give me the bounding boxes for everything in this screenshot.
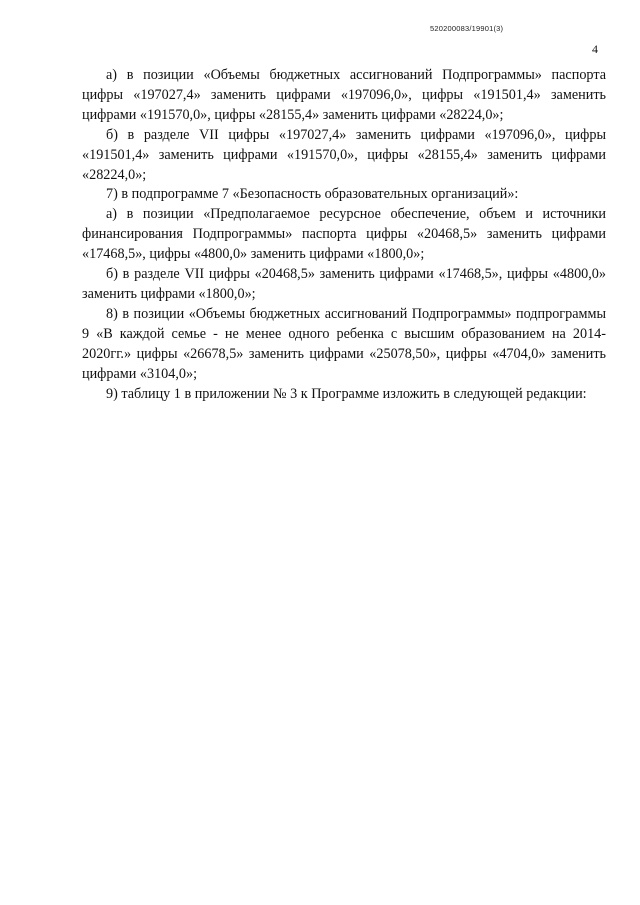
paragraph-9-table-1: 9) таблицу 1 в приложении № 3 к Программе изложить в следующей редакции:: [106, 385, 587, 402]
paragraph-7-subprogram-7: 7) в подпрограмме 7 «Безопасность образовательных организаций»:: [106, 186, 519, 203]
document-body: [82, 66, 606, 404]
page-number: 4: [592, 42, 598, 56]
paragraph-7b-section-vii: б) в разделе VII цифры «20468,5» заменить цифрами «17468,5», цифры «4800,0» заменить цифрами «1800,0»;: [82, 266, 606, 302]
paragraph-6b-section-vii: б) в разделе VII цифры «197027,4» заменить цифрами «197096,0», цифры «191501,4» заменить цифрами «191570,0», цифры «28155,4» заменить цифрами «28224,0»;: [82, 126, 606, 183]
paragraph-6a-budget-allocations: а) в позиции «Объемы бюджетных ассигнований Подпрограммы» паспорта цифры «197027,4» заменить цифрами «197096,0», цифры «191501,4» заменить цифрами «191570,0», цифры «28155,4» заменить цифрами «28224,0»;: [82, 67, 606, 123]
paragraph-7a-resource-provision: а) в позиции «Предполагаемое ресурсное обеспечение, объем и источники финансирования Подпрограммы» паспорта цифры «20468,5» заменить цифрами «17468,5», цифры «4800,0» заменить цифрами «1800,0»;: [82, 206, 606, 263]
paragraph-8-subprogram-9: 8) в позиции «Объемы бюджетных ассигнований Подпрограммы» подпрограммы 9 «В каждой семье - не менее одного ребенка с высшим образованием на 2014-2020гг.» цифры «26678,5» заменить цифрами «25078,50», цифры «4704,0» заменить цифрами «3104,0»;: [82, 305, 606, 382]
document-code: 520200083/19901(3): [430, 24, 504, 33]
